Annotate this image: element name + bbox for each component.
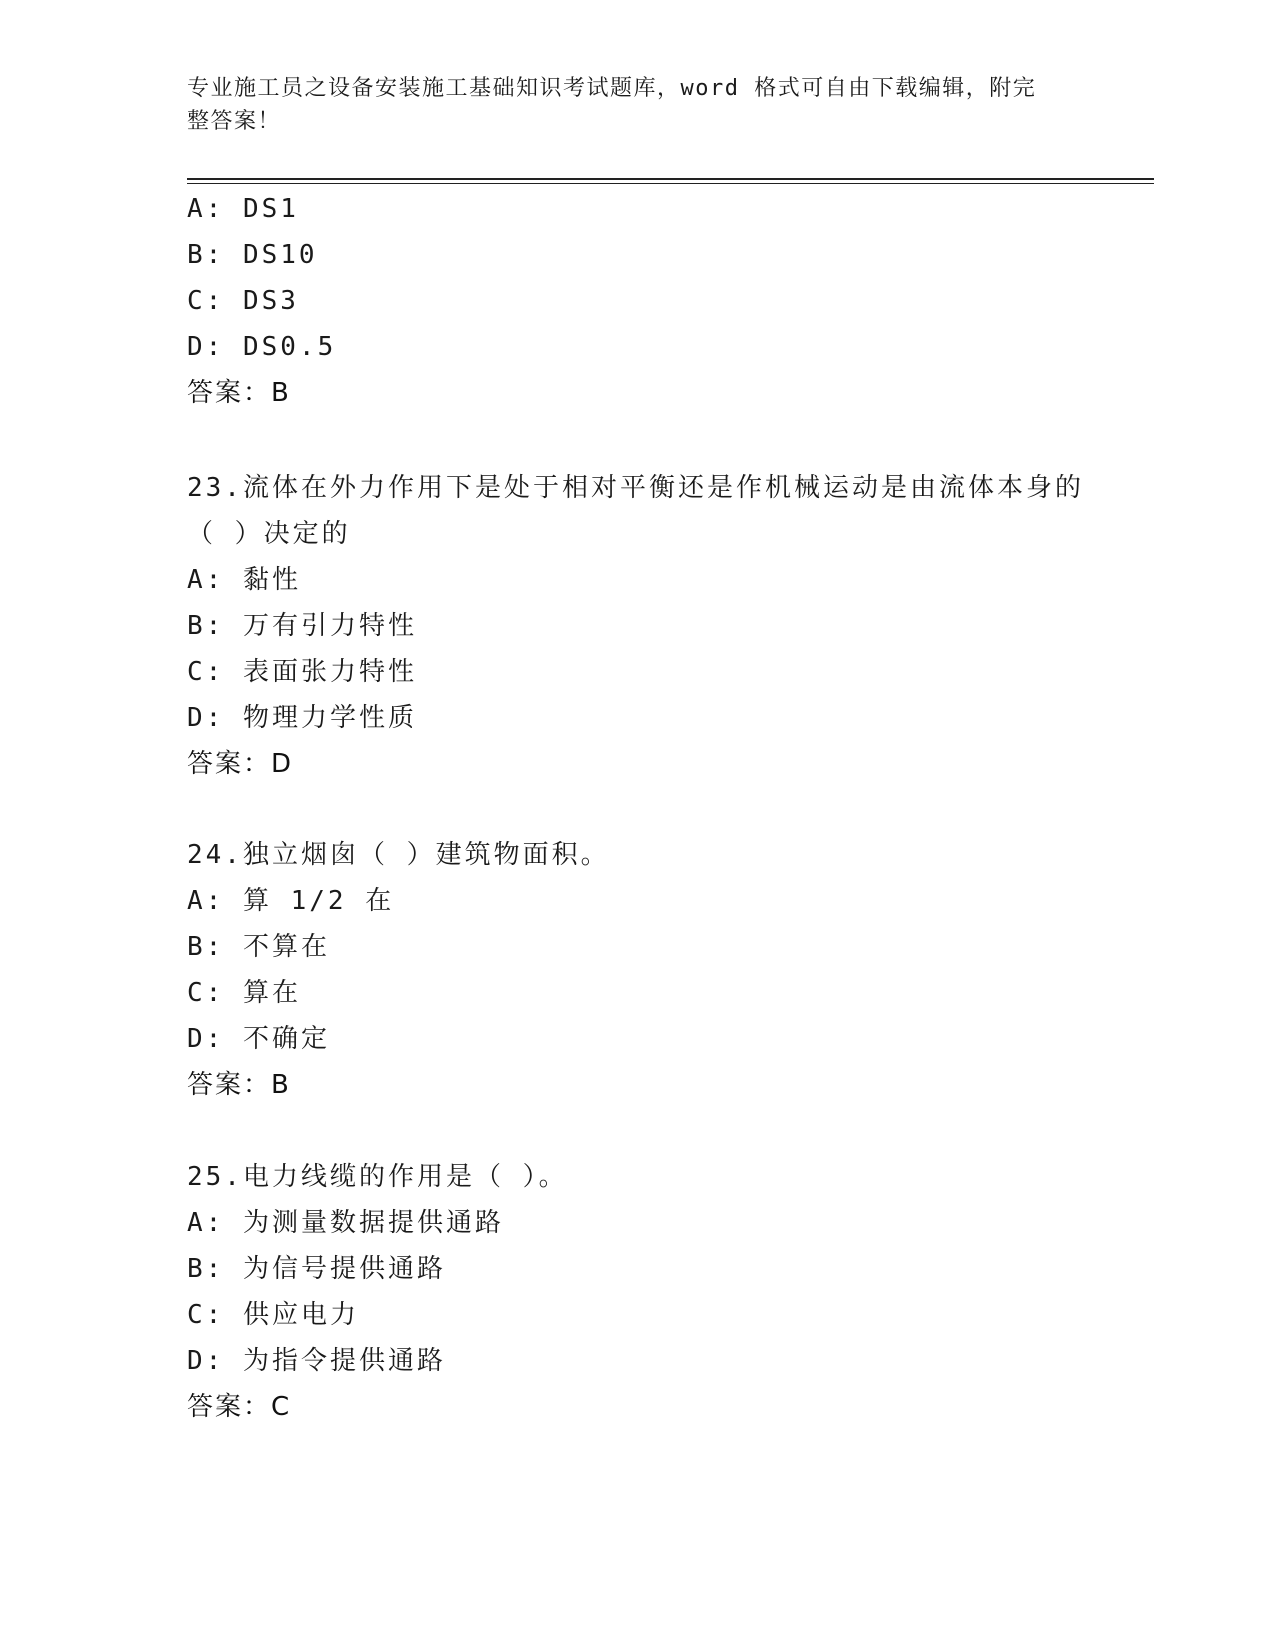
answer: 答案：B <box>187 1070 291 1100</box>
option-c: C: 供应电力 <box>187 1300 359 1330</box>
option-d: D: DS0.5 <box>187 332 337 362</box>
header-divider-thin <box>187 183 1154 184</box>
answer: 答案：D <box>187 749 294 779</box>
option-b: B: 不算在 <box>187 932 330 962</box>
question-23 <box>187 465 1147 787</box>
option-a: A: 算 1/2 在 <box>187 886 395 916</box>
option-a: A: 为测量数据提供通路 <box>187 1208 504 1238</box>
option-d: D: 为指令提供通路 <box>187 1346 446 1376</box>
header-title-line-1: 专业施工员之设备安装施工基础知识考试题库，word 格式可自由下载编辑，附完 <box>187 76 1037 101</box>
question-22 <box>187 186 1147 416</box>
answer: 答案：B <box>187 378 291 408</box>
option-c: C: 表面张力特性 <box>187 657 417 687</box>
header-divider-thick <box>187 178 1154 180</box>
question-text: 24.独立烟囱（ ）建筑物面积。 <box>187 840 610 870</box>
question-text: 25.电力线缆的作用是（ ）。 <box>187 1162 568 1192</box>
option-c: C: DS3 <box>187 286 299 316</box>
option-b: B: 为信号提供通路 <box>187 1254 446 1284</box>
option-a: A: 黏性 <box>187 565 301 595</box>
header-title-line-2: 整答案！ <box>187 109 282 134</box>
answer: 答案：C <box>187 1392 292 1422</box>
question-24 <box>187 832 1147 1108</box>
option-b: B: 万有引力特性 <box>187 611 417 641</box>
question-text-line-2: （ ）决定的 <box>187 519 351 549</box>
document-header <box>187 72 1067 138</box>
option-d: D: 不确定 <box>187 1024 330 1054</box>
option-a: A: DS1 <box>187 194 299 224</box>
option-c: C: 算在 <box>187 978 301 1008</box>
option-d: D: 物理力学性质 <box>187 703 417 733</box>
question-text-line-1: 23.流体在外力作用下是处于相对平衡还是作机械运动是由流体本身的 <box>187 473 1084 503</box>
option-b: B: DS10 <box>187 240 318 270</box>
question-25 <box>187 1154 1147 1430</box>
